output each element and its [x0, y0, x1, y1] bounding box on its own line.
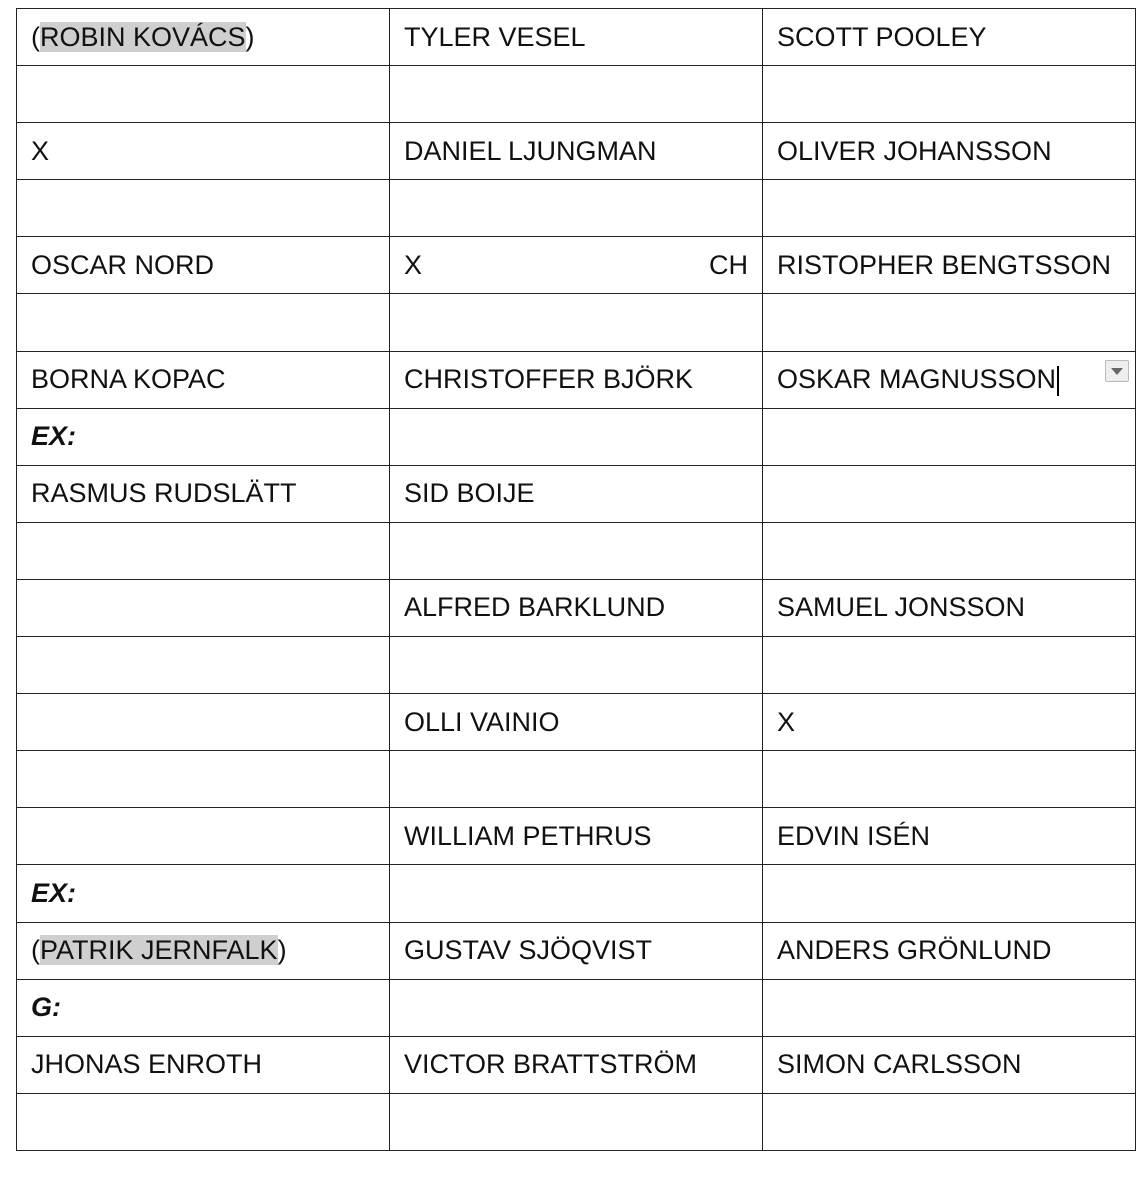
roster-table [16, 8, 1136, 1151]
section-label[interactable]: G: [17, 979, 390, 1036]
highlighted-name: ROBIN KOVÁCS [40, 21, 246, 52]
table-cell[interactable] [17, 694, 390, 751]
table-cell[interactable]: RASMUS RUDSLÄTT [17, 465, 390, 522]
table-cell[interactable] [763, 180, 1136, 237]
dropdown-arrow-icon[interactable] [1105, 360, 1129, 382]
table-cell[interactable] [17, 522, 390, 579]
table-row [17, 694, 1136, 751]
table-cell[interactable]: JHONAS ENROTH [17, 1036, 390, 1093]
table-cell[interactable] [763, 408, 1136, 465]
table-cell[interactable]: EDVIN ISÉN [763, 808, 1136, 865]
table-row [17, 408, 1136, 465]
table-cell[interactable] [17, 1093, 390, 1150]
table-row [17, 922, 1136, 979]
table-cell[interactable] [390, 751, 763, 808]
table-cell[interactable] [763, 465, 1136, 522]
table-cell[interactable] [17, 751, 390, 808]
table-cell[interactable] [390, 522, 763, 579]
table-row [17, 66, 1136, 123]
table-cell[interactable] [17, 294, 390, 351]
table-cell[interactable]: WILLIAM PETHRUS [390, 808, 763, 865]
text-cursor [1057, 366, 1059, 396]
table-cell[interactable]: GUSTAV SJÖQVIST [390, 922, 763, 979]
table-cell[interactable]: X [17, 123, 390, 180]
table-cell[interactable] [390, 1093, 763, 1150]
table-cell[interactable] [17, 180, 390, 237]
table-cell[interactable] [390, 637, 763, 694]
table-cell[interactable]: SAMUEL JONSSON [763, 579, 1136, 636]
table-cell[interactable] [390, 180, 763, 237]
table-cell[interactable] [17, 637, 390, 694]
table-cell[interactable]: (PATRIK JERNFALK) [17, 922, 390, 979]
table-cell[interactable] [390, 66, 763, 123]
table-row [17, 865, 1136, 922]
table-cell[interactable]: CHRISTOFFER BJÖRK [390, 351, 763, 408]
table-row [17, 751, 1136, 808]
table-row [17, 180, 1136, 237]
table-row [17, 465, 1136, 522]
table-cell[interactable]: OLIVER JOHANSSON [763, 123, 1136, 180]
table-cell[interactable] [17, 808, 390, 865]
table-cell[interactable] [17, 579, 390, 636]
table-cell[interactable]: BORNA KOPAC [17, 351, 390, 408]
table-row [17, 351, 1136, 408]
table-cell[interactable] [390, 979, 763, 1036]
table-cell[interactable]: RISTOPHER BENGTSSON [763, 237, 1136, 294]
table-row [17, 123, 1136, 180]
table-cell[interactable] [763, 979, 1136, 1036]
table-cell[interactable] [763, 522, 1136, 579]
table-row [17, 237, 1136, 294]
table-cell[interactable]: SID BOIJE [390, 465, 763, 522]
table-row [17, 808, 1136, 865]
table-row [17, 294, 1136, 351]
table-cell[interactable] [763, 637, 1136, 694]
table-cell[interactable] [763, 294, 1136, 351]
table-row [17, 1093, 1136, 1150]
table-row [17, 579, 1136, 636]
table-cell[interactable]: VICTOR BRATTSTRÖM [390, 1036, 763, 1093]
table-row [17, 979, 1136, 1036]
table-cell[interactable] [763, 1093, 1136, 1150]
table-cell[interactable] [763, 751, 1136, 808]
table-cell[interactable]: SIMON CARLSSON [763, 1036, 1136, 1093]
table-cell[interactable]: ALFRED BARKLUND [390, 579, 763, 636]
section-label[interactable]: EX: [17, 865, 390, 922]
table-cell[interactable] [390, 408, 763, 465]
section-label[interactable]: EX: [17, 408, 390, 465]
table-cell[interactable] [390, 865, 763, 922]
table-cell[interactable] [763, 865, 1136, 922]
table-cell[interactable]: X [763, 694, 1136, 751]
table-row [17, 522, 1136, 579]
table-cell-active[interactable]: OSKAR MAGNUSSON [763, 351, 1136, 408]
table-cell[interactable] [17, 66, 390, 123]
table-cell[interactable]: OLLI VAINIO [390, 694, 763, 751]
table-cell[interactable]: DANIEL LJUNGMAN [390, 123, 763, 180]
table-cell[interactable]: TYLER VESEL [390, 9, 763, 66]
highlighted-name: PATRIK JERNFALK [40, 935, 278, 966]
table-cell[interactable]: OSCAR NORD [17, 237, 390, 294]
table-cell[interactable]: (ROBIN KOVÁCS) [17, 9, 390, 66]
table-cell[interactable]: ANDERS GRÖNLUND [763, 922, 1136, 979]
table-cell[interactable]: X CH [390, 237, 763, 294]
table-row [17, 637, 1136, 694]
table-cell[interactable] [763, 66, 1136, 123]
table-row [17, 9, 1136, 66]
table-row [17, 1036, 1136, 1093]
table-cell[interactable] [390, 294, 763, 351]
table-cell[interactable]: SCOTT POOLEY [763, 9, 1136, 66]
